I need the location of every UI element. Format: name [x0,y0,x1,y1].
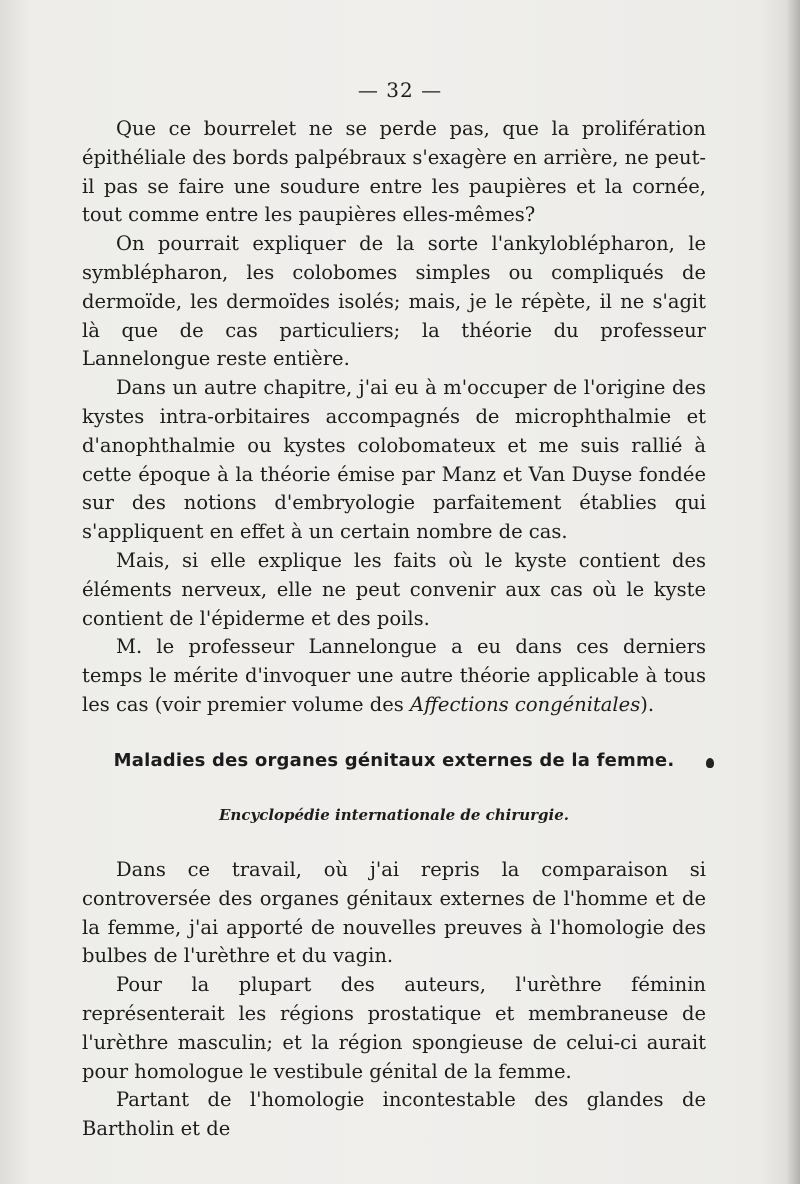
ink-mark [706,758,714,768]
page-edge-shadow [786,0,800,1184]
body-text-top [82,115,706,720]
paragraph: Partant de l'homologie incontestable des glandes de Bartholin et de [82,1088,706,1141]
page-number: — 32 — [357,78,443,102]
paragraph: Pour la plupart des auteurs, l'urèthre féminin représenterait les régions prostatique et membraneuse de l'urèthre masculin; et la région spongieuse de celui-ci aurait pour homologue le vestibule génital de la femme. [82,973,706,1083]
paragraph-text: M. le professeur Lannelongue a eu dans ces derniers temps le mérite d'invoquer une autre théorie applicable à tous les cas (voir premier volume des [82,635,706,716]
paragraph: Dans un autre chapitre, j'ai eu à m'occuper de l'origine des kystes intra-orbitaires accompagnés de microphthalmie et d'anophthalmie ou kystes colobomateux et me suis rallié à cette époque à la théorie émise par Manz et Van Duyse fondée sur des notions d'embryologie parfaitement établies qui s'appliquent en effet à un certain nombre de cas. [82,376,706,544]
paragraph-text: ). [640,692,655,716]
paragraph: Que ce bourrelet ne se perde pas, que la prolifération épithéliale des bords palpébraux s'exagère en arrière, ne peut-il pas se faire une soudure entre les paupières et la cornée, tout comme entre les paupières elles-mêmes? [82,117,706,227]
paragraph: Mais, si elle explique les faits où le kyste contient des éléments nerveux, elle ne peut convenir aux cas où le kyste contient de l'épiderme et des poils. [82,548,706,630]
section-heading: Maladies des organes génitaux externes de la femme. [113,750,675,771]
paragraph: On pourrait expliquer de la sorte l'ankyloblépharon, le symblépharon, les colobomes simples ou compliqués de dermoïde, les dermoïdes isolés; mais, je le répète, il ne s'agit là que de cas particuliers; la théorie du professeur Lannelongue reste entière. [82,232,706,371]
section-subheading: Encyclopédie internationale de chirurgie. [219,806,569,824]
paragraph: Dans ce travail, où j'ai repris la comparaison si controversée des organes génitaux externes de l'homme et de la femme, j'ai apporté de nouvelles preuves à l'homologie des bulbes de l'urèthre et du vagin. [82,858,706,968]
body-text-bottom [82,856,706,1144]
paragraph [82,633,706,719]
book-title: Affections congénitales [410,692,641,716]
